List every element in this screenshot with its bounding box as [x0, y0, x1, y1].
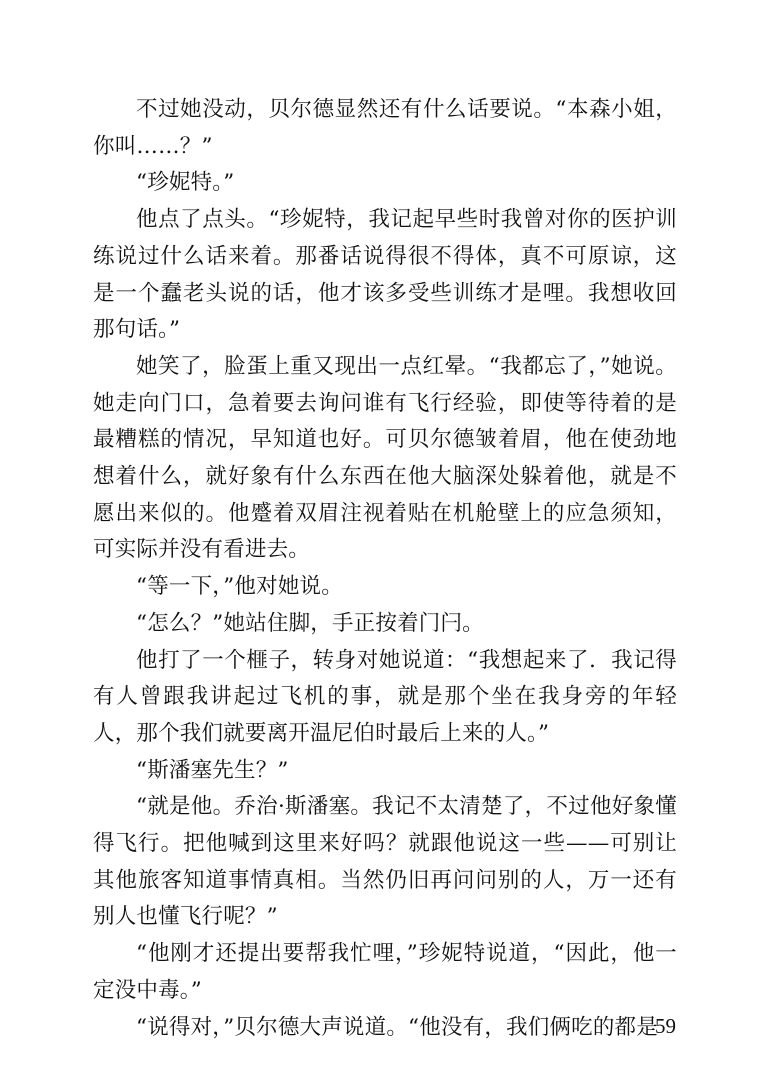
- paragraph-5: “等一下，”他对她说。: [136, 574, 343, 600]
- paragraph-4: 她笑了，脸蛋上重又现出一点红晕。“我都忘了，”她说。她走向门口，急着要去询问谁有飞行经验，即使等待着的是最糟糕的情况，早知道也好。可贝尔德皱着眉，他在使劲地想着什么，就好象有什么东西在他大脑深处躲着他，就是不愿出来似的。他蹙着双眉注视着贴在机舱壁上的应急须知，可实际并没有看进去。: [93, 353, 677, 563]
- paragraph-9: “就是他。乔治·斯潘塞。我记不太清楚了，不过他好象懂得飞行。把他喊到这里来好吗？就跟他说这一些——可别让其他旅客知道事情真相。当然仍旧再问问别的人，万一还有别人也懂飞行呢？”: [93, 794, 677, 930]
- paragraph-7: 他打了一个榧子，转身对她说道：“我想起来了．我记得有人曾跟我讲起过飞机的事，就是那个坐在我身旁的年轻人，那个我们就要离开温尼伯时最后上来的人。”: [93, 647, 677, 746]
- paragraph-6: “怎么？”她站住脚，手正按着门闩。: [136, 610, 484, 636]
- paragraph-11: “说得对，”贝尔德大声说道。“他没有，我们俩吃的都是: [136, 1014, 658, 1040]
- page-number: 59: [655, 1014, 676, 1038]
- paragraph-1: 不过她没动，贝尔德显然还有什么话要说。“本森小姐，你叫……？”: [93, 97, 677, 159]
- paragraph-2: “珍妮特。”: [136, 170, 235, 196]
- page-body: [93, 92, 677, 1046]
- paragraph-10: “他刚才还提出要帮我忙哩，”珍妮特说道，“因此，他一定没中毒。”: [93, 941, 677, 1003]
- paragraph-8: “斯潘塞先生？”: [136, 757, 289, 783]
- paragraph-3: 他点了点头。“珍妮特，我记起早些时我曾对你的医护训练说过什么话来着。那番话说得很不得体，真不可原谅，这是一个蠢老头说的话，他才该多受些训练才是哩。我想收回那句话。”: [93, 207, 677, 343]
